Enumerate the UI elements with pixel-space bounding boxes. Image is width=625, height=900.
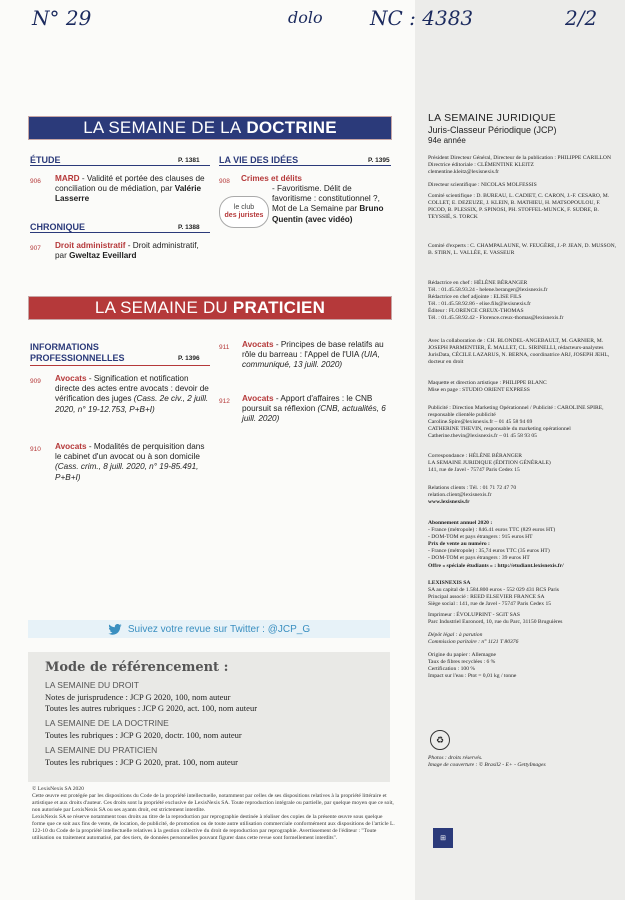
club-juristes-logo bbox=[219, 196, 269, 228]
info-heading-line2: PROFESSIONNELLES bbox=[30, 353, 125, 363]
masthead-line: Maquette et direction artistique : PHILIPPE BLANC bbox=[428, 380, 547, 386]
masthead-line: Publicité : Direction Marketing Opérationnel / Publicité : CAROLINE SPIRE, responsable clientèle publicité bbox=[428, 405, 604, 419]
masthead-line: Directrice éditoriale : CLÉMENTINE KLEITZ bbox=[428, 162, 534, 169]
referencing-heading: LA SEMAINE DU DROIT bbox=[45, 680, 139, 690]
article-author: Bruno Quentin (avec vidéo) bbox=[272, 204, 384, 224]
handwritten-page: 2/2 bbox=[565, 6, 598, 30]
copyright-line: © LexisNexis SA 2020 bbox=[32, 786, 84, 792]
referencing-line: Toutes les rubriques : JCP G 2020, prat. 100, nom auteur bbox=[45, 757, 238, 767]
masthead-line: Président Directeur Général, Directeur de la publication : PHILIPPE CARILLON bbox=[428, 155, 611, 161]
masthead-line: Comité scientifique : D. BUREAU, L. CADIET, C. CARON, J.-F. CESARO, M. COLLET, E. DEZEUZE, J. KLEIN, B. MATHIEU, H. MATSOPOULOU, F. PICOD, B. PLESSIX, P. SPINOSI, PH. STOFFEL-MUNCK, F. SUDRE, B. TEYSSIÉ, S. TORCK bbox=[428, 193, 610, 221]
doctrine-banner-light: LA SEMAINE DE LA bbox=[83, 118, 242, 137]
chronique-heading: CHRONIQUE bbox=[30, 222, 86, 232]
article-keyword: Crimes et délits bbox=[241, 174, 302, 183]
masthead-direction bbox=[428, 155, 618, 176]
article-reference: (CNB, actualités, 6 juill. 2020) bbox=[242, 404, 386, 424]
article-907[interactable] bbox=[55, 241, 210, 261]
praticien-banner-light: LA SEMAINE DU bbox=[94, 298, 228, 317]
masthead-line: Comité d'experts : C. CHAMPALAUNE, W. FEUGÈRE, J.-P. JEAN, D. MUSSON, B. STIRN, L. VALLÉE, E. VASSEUR bbox=[428, 243, 617, 257]
article-reference: (UIA, communiqué, 13 juill. 2020) bbox=[242, 350, 380, 370]
masthead-line: 141, rue de Javel - 75747 Paris Cedex 15 bbox=[428, 467, 520, 474]
article-text: - Validité et portée des clauses de conciliation ou de médiation, par bbox=[55, 174, 205, 194]
masthead-scientific bbox=[428, 182, 618, 189]
article-keyword: Avocats bbox=[242, 394, 274, 403]
masthead-line: Parc Industriel Euronord, 10, rue du Parc, 31150 Bruguières bbox=[428, 619, 563, 626]
referencing-heading: LA SEMAINE DU PRATICIEN bbox=[45, 745, 158, 755]
article-keyword: Avocats bbox=[242, 340, 274, 349]
masthead-editors bbox=[428, 280, 618, 323]
masthead-line: Catherine.thevin@lexisnexis.fr – 01 45 58 93 05 bbox=[428, 433, 537, 440]
handwritten-date: dolo bbox=[288, 8, 323, 27]
doctrine-banner-bold: DOCTRINE bbox=[246, 118, 337, 137]
masthead-line: Correspondance : HÉLÈNE BÉRANGER bbox=[428, 453, 522, 459]
masthead-printer bbox=[428, 612, 618, 626]
masthead-line: Dépôt légal : à parution bbox=[428, 632, 483, 638]
article-number: 908 bbox=[219, 178, 230, 185]
article-text: - Favoritisme. Délit de favoritisme : constitutionnel ?, Mot de La Semaine par bbox=[272, 184, 380, 214]
masthead-line: Origine du papier : Allemagne bbox=[428, 652, 497, 658]
praticien-banner bbox=[28, 296, 392, 320]
etude-heading: ÉTUDE bbox=[30, 155, 61, 165]
recycling-icon: ♻ bbox=[430, 730, 450, 750]
copyright-paragraph: LexisNexis SA se réserve notamment tous droits au titre de la reproduction par reprographie destinée à réaliser des copies de la présente œuvre sous quelque forme que ce soit aux fins de vente, de location, de publicité, de promotion ou de toute autre utilisation commerciale conformément aux dispositions de l'article L. 122-10 du Code de la propriété intellectuelle relatives à la gestion collective du droit de reproduction par reprographie. Avertissement de l'éditeur : "Toute utilisation ou traitement automatisé, par des tiers, de données personnelles pouvant figurer dans cette revue sont formellement interdits". bbox=[32, 814, 395, 841]
info-rule bbox=[30, 365, 210, 366]
article-910[interactable] bbox=[55, 442, 210, 483]
masthead-line: SA au capital de 1.584.800 euros - 552 029 431 RCS Paris bbox=[428, 587, 559, 594]
referencing-line: Notes de jurisprudence : JCP G 2020, 100, nom auteur bbox=[45, 692, 231, 702]
article-number: 912 bbox=[219, 398, 230, 405]
masthead-line: Principal associé : REED ELSEVIER FRANCE SA bbox=[428, 594, 545, 601]
article-number: 907 bbox=[30, 245, 41, 252]
idees-heading: LA VIE DES IDÉES bbox=[219, 155, 299, 165]
journal-title: LA SEMAINE JURIDIQUE bbox=[428, 112, 556, 124]
article-text: - Signification et notification directe des actes entre avocats : devoir de vérification des juges bbox=[55, 374, 209, 404]
article-keyword: Avocats bbox=[55, 374, 87, 383]
masthead-line: Directeur scientifique : NICOLAS MOLFESSIS bbox=[428, 182, 537, 188]
copyright-notice bbox=[32, 786, 397, 842]
masthead-line: Siège social : 141, rue de Javel - 75747 Paris Cedex 15 bbox=[428, 601, 552, 608]
article-906[interactable] bbox=[55, 174, 205, 205]
masthead-legal bbox=[428, 632, 618, 646]
article-number: 909 bbox=[30, 378, 41, 385]
article-keyword: Avocats bbox=[55, 442, 87, 451]
club-logo-text-b: des juristes bbox=[224, 212, 264, 219]
article-author: Valérie Lasserre bbox=[55, 184, 202, 204]
masthead-line: - France (métropole) : 35,74 euros TTC (35 euros HT) bbox=[428, 548, 550, 555]
article-text: - Principes de base relatifs au rôle du barreau : l'Appel de l'UIA bbox=[242, 340, 384, 360]
masthead-layout bbox=[428, 380, 618, 394]
masthead-line: Prix de vente au numéro : bbox=[428, 541, 490, 548]
article-912[interactable] bbox=[242, 394, 392, 425]
masthead-line: Rédactrice en chef : HÉLÈNE BÉRANGER bbox=[428, 280, 528, 286]
twitter-bird-icon bbox=[108, 624, 122, 635]
masthead-paper bbox=[428, 652, 618, 680]
masthead-correspondence bbox=[428, 453, 618, 474]
handwritten-nc: NC : 4383 bbox=[370, 6, 474, 30]
masthead-line: Caroline.Spire@lexisnexis.fr – 01 45 58 94 69 bbox=[428, 419, 533, 426]
twitter-banner[interactable] bbox=[28, 620, 390, 638]
idees-page: P. 1395 bbox=[368, 157, 390, 164]
masthead-subscription bbox=[428, 520, 618, 570]
masthead-line: Impact sur l'eau : Ptot = 0,01 kg / tonne bbox=[428, 673, 517, 680]
article-text: - Droit administratif, par bbox=[55, 241, 199, 261]
info-heading-line1: INFORMATIONS bbox=[30, 342, 99, 352]
masthead-line: Certification : 100 % bbox=[428, 666, 476, 673]
masthead-line: - DOM-TOM et pays étrangers : 39 euros HT bbox=[428, 555, 530, 562]
article-reference: (Cass. crim., 8 juill. 2020, n° 19-85.491, P+B+I) bbox=[55, 462, 199, 482]
masthead-line: clementine.kleitz@lexisnexis.fr bbox=[428, 169, 500, 176]
copyright-paragraph: Cette œuvre est protégée par les dispositions du Code de la propriété intellectuelle, notamment par celles de ses dispositions relatives à la propriété littéraire et artistique et aux droits d'auteur. Ces droits sont la propriété exclusive de LexisNexis SA. Toute reproduction intégrale ou partielle, par quelque moyen que ce soit, non autorisée par LexisNexis SA ou ses ayants droit, est strictement interdite. bbox=[32, 793, 394, 813]
idees-rule bbox=[219, 165, 391, 166]
publisher-logo-icon: ⊞ bbox=[433, 828, 453, 848]
chronique-rule bbox=[30, 232, 210, 233]
article-909[interactable] bbox=[55, 374, 210, 415]
student-offer-link[interactable]: Offre « spéciale étudiants » : http://etudiant.lexisnexis.fr/ bbox=[428, 562, 564, 569]
info-heading bbox=[30, 342, 125, 364]
article-908[interactable] bbox=[272, 184, 390, 225]
masthead-committee bbox=[428, 193, 618, 221]
masthead-clients bbox=[428, 485, 618, 506]
club-logo-text-a: le club bbox=[233, 204, 255, 211]
article-keyword: MARD bbox=[55, 174, 80, 183]
masthead-company bbox=[428, 580, 618, 608]
etude-rule bbox=[30, 165, 210, 166]
article-908-title[interactable] bbox=[241, 174, 391, 184]
masthead-line: Imprimeur : ÉVOLUPRINT - SGIT SAS bbox=[428, 612, 520, 618]
masthead-line: Relations clients : Tél. : 01 71 72 47 70 bbox=[428, 485, 517, 491]
masthead-experts bbox=[428, 243, 618, 257]
masthead-line: - France (métropole) : 846.41 euros TTC (829 euros HT) bbox=[428, 527, 556, 534]
masthead-line: Tél. : 01.45.58.92.86 - elise.fils@lexisnexis.fr bbox=[428, 301, 531, 308]
masthead-line: Photos : droits réservés. bbox=[428, 755, 483, 761]
journal-year: 94e année bbox=[428, 136, 466, 145]
article-number: 910 bbox=[30, 446, 41, 453]
masthead-line: Abonnement annuel 2020 : bbox=[428, 520, 493, 526]
handwritten-issue-number: N° 29 bbox=[32, 6, 92, 30]
masthead-line: Avec la collaboration de : CH. BLONDEL-ANGEBAULT, M. GARNIER, M. JOSEPH PARMENTIER, É. MALLET, CL. SIRINELLI, rédacteurs-analystes JurisData, CÉCILE LAZARUS, N. BERNA, coordinatrice ARJ, JOSEPH JEHL, docteur en droit bbox=[428, 338, 610, 366]
masthead-line: - DOM-TOM et pays étrangers : 915 euros HT bbox=[428, 534, 533, 541]
masthead-credits bbox=[428, 755, 618, 769]
referencing-line: Toutes les rubriques : JCP G 2020, doctr. 100, nom auteur bbox=[45, 730, 242, 740]
article-number: 911 bbox=[219, 344, 230, 351]
journal-subtitle: Juris-Classeur Périodique (JCP) bbox=[428, 125, 557, 135]
article-keyword: Droit administratif bbox=[55, 241, 126, 250]
masthead-advertising bbox=[428, 405, 618, 440]
etude-page: P. 1381 bbox=[178, 157, 200, 164]
website-link[interactable]: www.lexisnexis.fr bbox=[428, 499, 470, 506]
referencing-line: Toutes les autres rubriques : JCP G 2020, act. 100, nom auteur bbox=[45, 703, 258, 713]
masthead-line: Éditeur : FLORENCE CREUX-THOMAS bbox=[428, 308, 524, 315]
masthead-line: LEXISNEXIS SA bbox=[428, 580, 471, 586]
article-number: 906 bbox=[30, 178, 41, 185]
masthead-line: Image de couverture : © Brasil2 - E+ - GettyImages bbox=[428, 762, 546, 769]
article-author: Gweltaz Eveillard bbox=[69, 251, 137, 261]
masthead-line: relation.client@lexisnexis.fr bbox=[428, 492, 492, 499]
masthead-line: Mise en page : STUDIO ORIENT EXPRESS bbox=[428, 387, 530, 394]
masthead-line: Tél. : 01.45.58.92.42 - Florence.creux-thomas@lexisnexis.fr bbox=[428, 315, 564, 322]
chronique-page: P. 1388 bbox=[178, 224, 200, 231]
praticien-banner-bold: PRATICIEN bbox=[232, 298, 326, 317]
article-reference: (Cass. 2e civ., 2 juill. 2020, n° 19-12.753, P+B+I) bbox=[55, 394, 209, 414]
referencing-title: Mode de référencement : bbox=[45, 660, 229, 675]
referencing-heading: LA SEMAINE DE LA DOCTRINE bbox=[45, 718, 169, 728]
masthead-collaboration bbox=[428, 338, 618, 366]
masthead-line: Rédactrice en chef adjointe : ELISE FILS bbox=[428, 294, 522, 301]
info-page: P. 1396 bbox=[178, 355, 200, 362]
article-text: - Modalités de perquisition dans le cabinet d'un avocat ou à son domicile bbox=[55, 442, 205, 462]
masthead-line: Taux de fibres recyclées : 6 % bbox=[428, 659, 496, 666]
masthead-line: Commission paritaire : n° 1121 T 80376 bbox=[428, 639, 519, 646]
article-text: - Apport d'affaires : le CNB poursuit sa réflexion bbox=[242, 394, 373, 414]
masthead-line: Tél. : 01.45.58.93.24 - helene.beranger@lexisnexis.fr bbox=[428, 287, 548, 294]
doctrine-banner bbox=[28, 116, 392, 140]
twitter-text: Suivez votre revue sur Twitter : @JCP_G bbox=[127, 623, 311, 635]
article-911[interactable] bbox=[242, 340, 392, 371]
masthead-line: CATHERINE THEVIN, responsable du marketing opérationnel bbox=[428, 426, 571, 433]
masthead-line: LA SEMAINE JURIDIQUE (ÉDITION GÉNÉRALE) bbox=[428, 460, 551, 467]
